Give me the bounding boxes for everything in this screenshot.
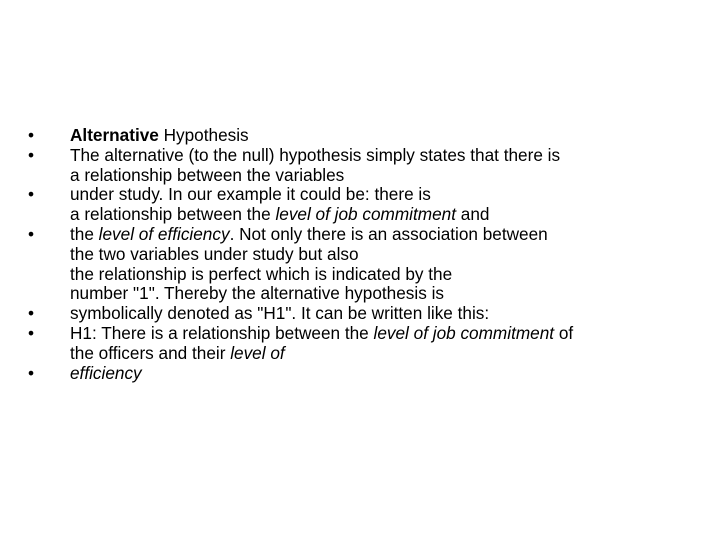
- text-run: . Not only there is an association between: [229, 223, 548, 244]
- italic-text: level of job commitment: [275, 204, 456, 225]
- bullet-marker-icon: •: [28, 303, 35, 324]
- bullet-marker-icon: •: [28, 223, 35, 244]
- text-run: Hypothesis: [158, 125, 249, 145]
- text-run: the officers and their: [70, 342, 231, 363]
- bullet-item: [28, 364, 708, 384]
- italic-text: level of efficiency: [98, 223, 230, 244]
- bullet-marker-icon: •: [28, 322, 35, 343]
- bullet-item: [28, 185, 708, 225]
- text-run: H1: There is a relationship between the: [70, 322, 374, 343]
- bullet-item: [28, 146, 708, 186]
- text-run: the: [70, 223, 99, 244]
- italic-text: level of: [230, 342, 285, 363]
- bullet-item: [28, 225, 708, 304]
- bullet-item: [28, 126, 708, 146]
- text-run: the two variables under study but also: [70, 243, 359, 264]
- bullet-marker-icon: •: [28, 184, 35, 205]
- text-run: number "1". Thereby the alternative hypothesis is: [70, 283, 444, 304]
- text-run: a relationship between the variables: [70, 164, 345, 185]
- text-run: The alternative (to the null) hypothesis simply states that there is: [70, 144, 561, 165]
- text-run: a relationship between the: [70, 204, 276, 225]
- bullet-marker-icon: •: [28, 125, 35, 145]
- bullet-marker-icon: •: [28, 362, 35, 383]
- italic-text: level of job commitment: [373, 322, 555, 343]
- bold-text: Alternative: [70, 125, 159, 145]
- italic-text: efficiency: [70, 362, 142, 383]
- slide-content: [28, 126, 708, 383]
- bullet-marker-icon: •: [28, 144, 35, 165]
- text-run: and: [455, 204, 490, 225]
- text-run: of: [554, 322, 574, 343]
- text-run: under study. In our example it could be: there is: [70, 184, 431, 205]
- bullet-item: [28, 304, 708, 324]
- text-run: symbolically denoted as "H1". It can be written like this:: [70, 303, 490, 324]
- bullet-item: [28, 324, 708, 364]
- bullet-list: [28, 126, 708, 383]
- text-run: the relationship is perfect which is indicated by the: [70, 263, 453, 284]
